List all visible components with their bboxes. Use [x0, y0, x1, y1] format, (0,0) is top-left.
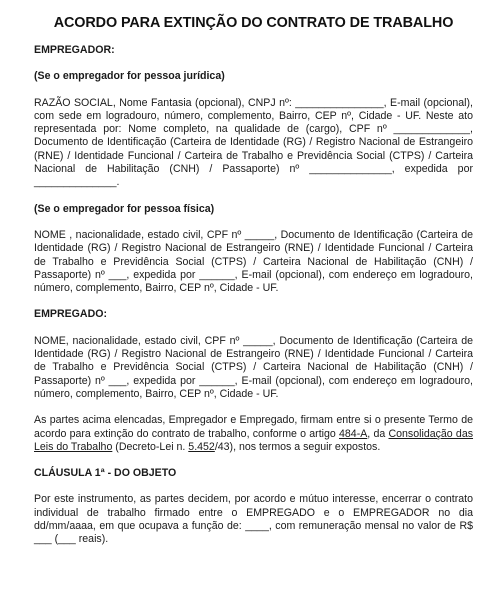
- employee-paragraph: NOME, nacionalidade, estado civil, CPF nº _____, Documento de Identificação (Carteira de Identidade (RG) / Registro Nacional de Estrangeiro (RNE) / Identidade Funcional / Carteira de Trabalho e Previdência Social (CTPS) / Carteira Nacional de Habilitação (CNH) / Passaporte) nº ___, expedida por ______, E-mail (opcional), com endereço em logradouro, número, complemento, Bairro, CEP nº, Cidade - UF.: [34, 334, 473, 400]
- employer-heading: EMPREGADOR:: [34, 44, 115, 56]
- parties-text-2: , da: [367, 427, 389, 440]
- legal-entity-paragraph: RAZÃO SOCIAL, Nome Fantasia (opcional), CNPJ nº: _______________, E-mail (opcional), com sede em logradouro, número, complemento, Bairro, CEP nº, Cidade - UF. Neste ato representada por: Nome completo, na qualidade de (cargo), CPF nº _____________, Documento de Identificação (Carteira de Identidade (RG) / Registro Nacional de Estrangeiro (RNE) / Identidade Funcional / Carteira de Trabalho e Previdência Social (CTPS) / Carteira Nacional de Habilitação (CNH) / Passaporte) nº ______________, expedida por ______________.: [34, 96, 473, 189]
- natural-person-heading: (Se o empregador for pessoa física): [34, 202, 215, 215]
- article-484a-link[interactable]: 484-A: [339, 427, 368, 440]
- parties-paragraph: [34, 414, 473, 454]
- decree-link[interactable]: 5.452: [188, 440, 215, 453]
- clt-link[interactable]: Consolidação das Leis do Trabalho: [34, 427, 474, 453]
- clause1-heading: CLÁUSULA 1ª - DO OBJETO: [34, 467, 177, 480]
- parties-text-3: (Decreto-Lei n.: [112, 440, 189, 453]
- clause1-paragraph: Por este instrumento, as partes decidem, por acordo e mútuo interesse, encerrar o contrato individual de trabalho firmado entre o EMPREGADO e o EMPREGADOR no dia dd/mm/aaaa, em que ocupava a função de: ____, com remuneração mensal no valor de R$ ___ (___ reais).: [34, 493, 473, 546]
- parties-text-1: As partes acima elencadas, Empregador e Empregado, firmam entre si o presente Termo de acordo para extinção do contrato de trabalho, conforme o artigo: [34, 414, 473, 440]
- natural-person-paragraph: NOME , nacionalidade, estado civil, CPF nº _____, Documento de Identificação (Carteira de Identidade (RG) / Registro Nacional de Estrangeiro (RNE) / Identidade Funcional / Carteira de Trabalho e Previdência Social (CTPS) / Carteira Nacional de Habilitação (CNH) / Passaporte) nº ___, expedida por ______, E-mail (opcional), com endereço em logradouro, número, complemento, Bairro, CEP nº, Cidade - UF.: [34, 228, 473, 295]
- document-title: ACORDO PARA EXTINÇÃO DO CONTRATO DE TRABALHO: [53, 15, 454, 31]
- employee-heading: EMPREGADO:: [34, 308, 107, 321]
- parties-text-4: /43), nos termos a seguir expostos.: [214, 440, 381, 453]
- legal-entity-heading: (Se o empregador for pessoa jurídica): [34, 70, 225, 83]
